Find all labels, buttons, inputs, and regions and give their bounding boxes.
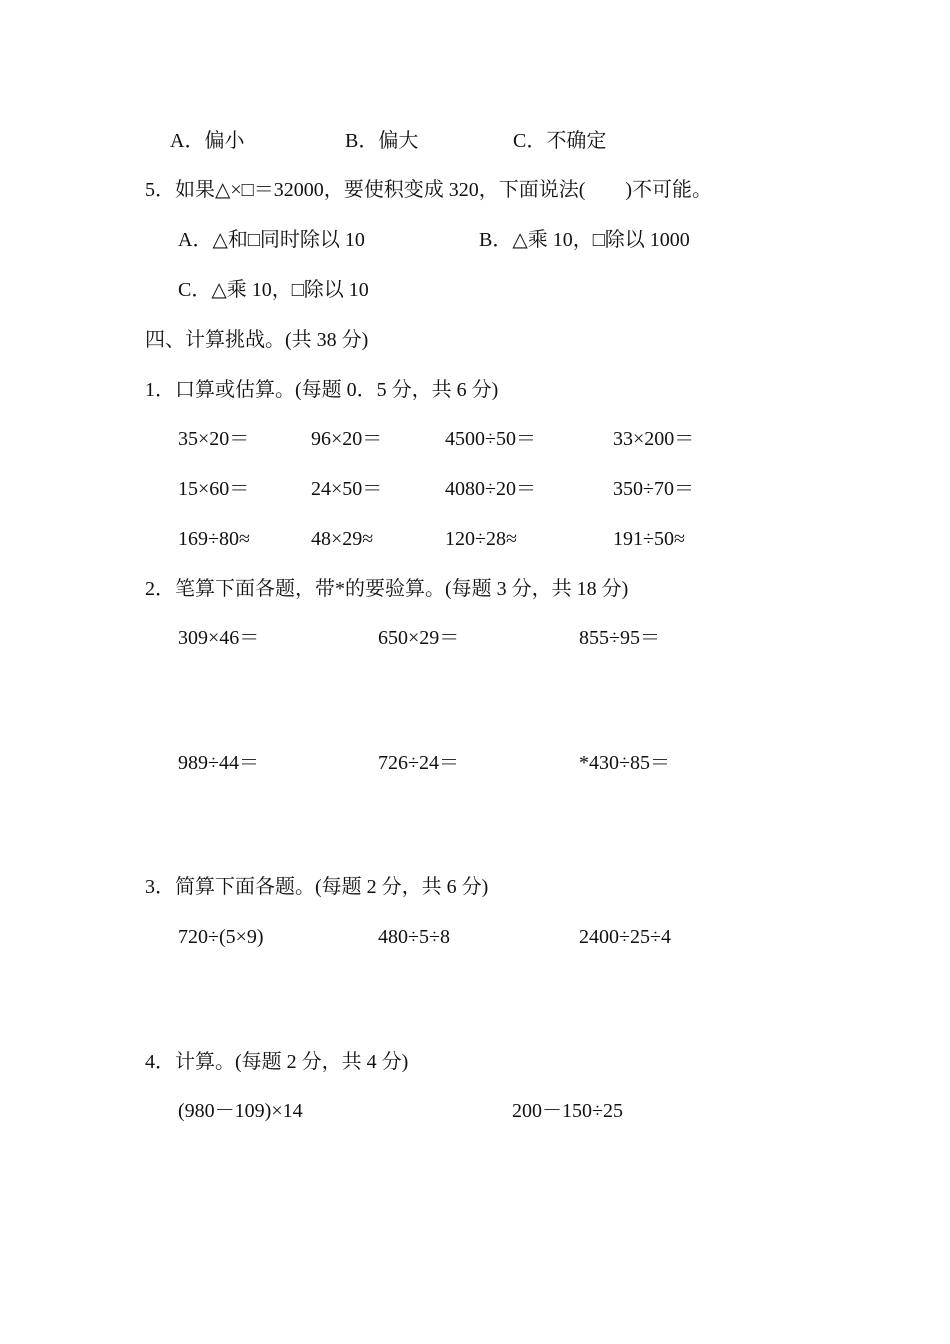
simplify-item: 2400÷25÷4 (579, 926, 671, 948)
mental-calc-item: 4080÷20＝ (445, 478, 536, 500)
q4-option-c: C．不确定 (513, 130, 607, 152)
q5-option-a: A．△和□同时除以 10 (178, 229, 365, 251)
q5-option-b: B．△乘 10，□除以 1000 (479, 229, 690, 251)
written-calc-item: 989÷44＝ (178, 752, 259, 774)
simplify-item: 720÷(5×9) (178, 926, 264, 948)
simplify-item: 480÷5÷8 (378, 926, 450, 948)
mental-calc-item: 24×50＝ (311, 478, 383, 500)
mental-calc-item: 350÷70＝ (613, 478, 694, 500)
mental-calc-item: 35×20＝ (178, 428, 250, 450)
part1-title: 1．口算或估算。(每题 0．5 分，共 6 分) (145, 379, 499, 401)
q5-option-c: C．△乘 10，□除以 10 (178, 279, 369, 301)
q4-option-b: B．偏大 (345, 130, 419, 152)
written-calc-item: 855÷95＝ (579, 627, 660, 649)
part2-title: 2．笔算下面各题，带*的要验算。(每题 3 分，共 18 分) (145, 578, 629, 600)
written-calc-item: *430÷85＝ (579, 752, 670, 774)
part4-title: 4．计算。(每题 2 分，共 4 分) (145, 1051, 409, 1073)
mental-calc-item: 48×29≈ (311, 528, 374, 550)
mental-calc-item: 169÷80≈ (178, 528, 250, 550)
part3-title: 3．简算下面各题。(每题 2 分，共 6 分) (145, 876, 489, 898)
written-calc-item: 650×29＝ (378, 627, 460, 649)
mental-calc-item: 4500÷50＝ (445, 428, 536, 450)
mental-calc-item: 120÷28≈ (445, 528, 517, 550)
mental-calc-item: 96×20＝ (311, 428, 383, 450)
compute-item: (980－109)×14 (178, 1100, 303, 1122)
q5-stem: 5．如果△×□＝32000，要使积变成 320，下面说法( )不可能。 (145, 179, 713, 201)
mental-calc-item: 191÷50≈ (613, 528, 685, 550)
written-calc-item: 309×46＝ (178, 627, 260, 649)
mental-calc-item: 15×60＝ (178, 478, 250, 500)
section-title: 四、计算挑战。(共 38 分) (145, 329, 369, 351)
q4-option-a: A．偏小 (170, 130, 245, 152)
written-calc-item: 726÷24＝ (378, 752, 459, 774)
compute-item: 200－150÷25 (512, 1100, 623, 1122)
mental-calc-item: 33×200＝ (613, 428, 695, 450)
